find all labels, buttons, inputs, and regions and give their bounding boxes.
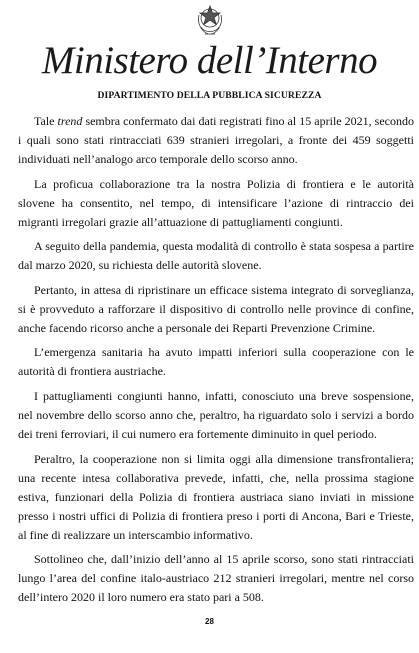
emphasis-word: trend [57, 114, 83, 128]
paragraph: La proficua collaborazione tra la nostra Polizia di frontiera e le autorità slovene ha consentito, nel tempo, di intensificare l’azione di rintraccio dei migranti irregolari grazie all’attuazione di pattugliamenti congiunti. [18, 176, 414, 229]
paragraph: L’emergenza sanitaria ha avuto impatti inferiori sulla cooperazione con le autorità di frontiera austriache. [18, 345, 414, 379]
paragraph: Sottolineo che, dall’inizio dell’anno al 15 aprile scorso, sono stati rintracciati lungo l’area del confine italo-austriaco 212 stranieri irregolari, mentre nel corso dell’intero 2020 il loro numero era stato pari a 508. [18, 552, 414, 605]
page-number: 28 [205, 617, 214, 626]
document-body [18, 112, 414, 613]
paragraph: Peraltro, la cooperazione non si limita oggi alla dimensione transfrontaliera; una recente intesa collaborativa prevede, infatti, che, nella prossima stagione estiva, funzionari della Polizia di frontiera austriaca siano inviati in missione presso i nostri uffici di Polizia di frontiera preso i porti di Ancona, Bari e Trieste, al fine di realizzare un interscambio informativo. [18, 451, 414, 542]
paragraph: Pertanto, in attesa di ripristinare un efficace sistema integrato di sorveglianza, si è provveduto a rafforzare il dispositivo di controllo nelle province di confine, anche facendo ricorso anche a personale dei Reparti Prevenzione Crimine. [18, 282, 414, 335]
ministry-title: Ministero dell’Interno [41, 39, 378, 82]
paragraph: Tale trend sembra confermato dai dati registrati fino al 15 aprile 2021, secondo i quali sono stati rintracciati 639 stranieri irregolari, a fronte dei 459 soggetti individuati nell’analogo arco temporale dello scorso anno. [18, 114, 414, 166]
italian-republic-emblem-icon [196, 3, 224, 37]
paragraph: A seguito della pandemia, questa modalità di controllo è stata sospesa a partire dal marzo 2020, su richiesta delle autorità slovene. [18, 239, 414, 273]
paragraph: I pattugliamenti congiunti hanno, infatti, conosciuto una breve sospensione, nel novembre dello scorso anno che, peraltro, ha riguardato solo i servizi a bordo dei treni ferroviari, il cui numero era fortemente diminuito in quel periodo. [18, 388, 414, 441]
department-heading: DIPARTIMENTO DELLA PUBBLICA SICUREZZA [97, 90, 322, 101]
